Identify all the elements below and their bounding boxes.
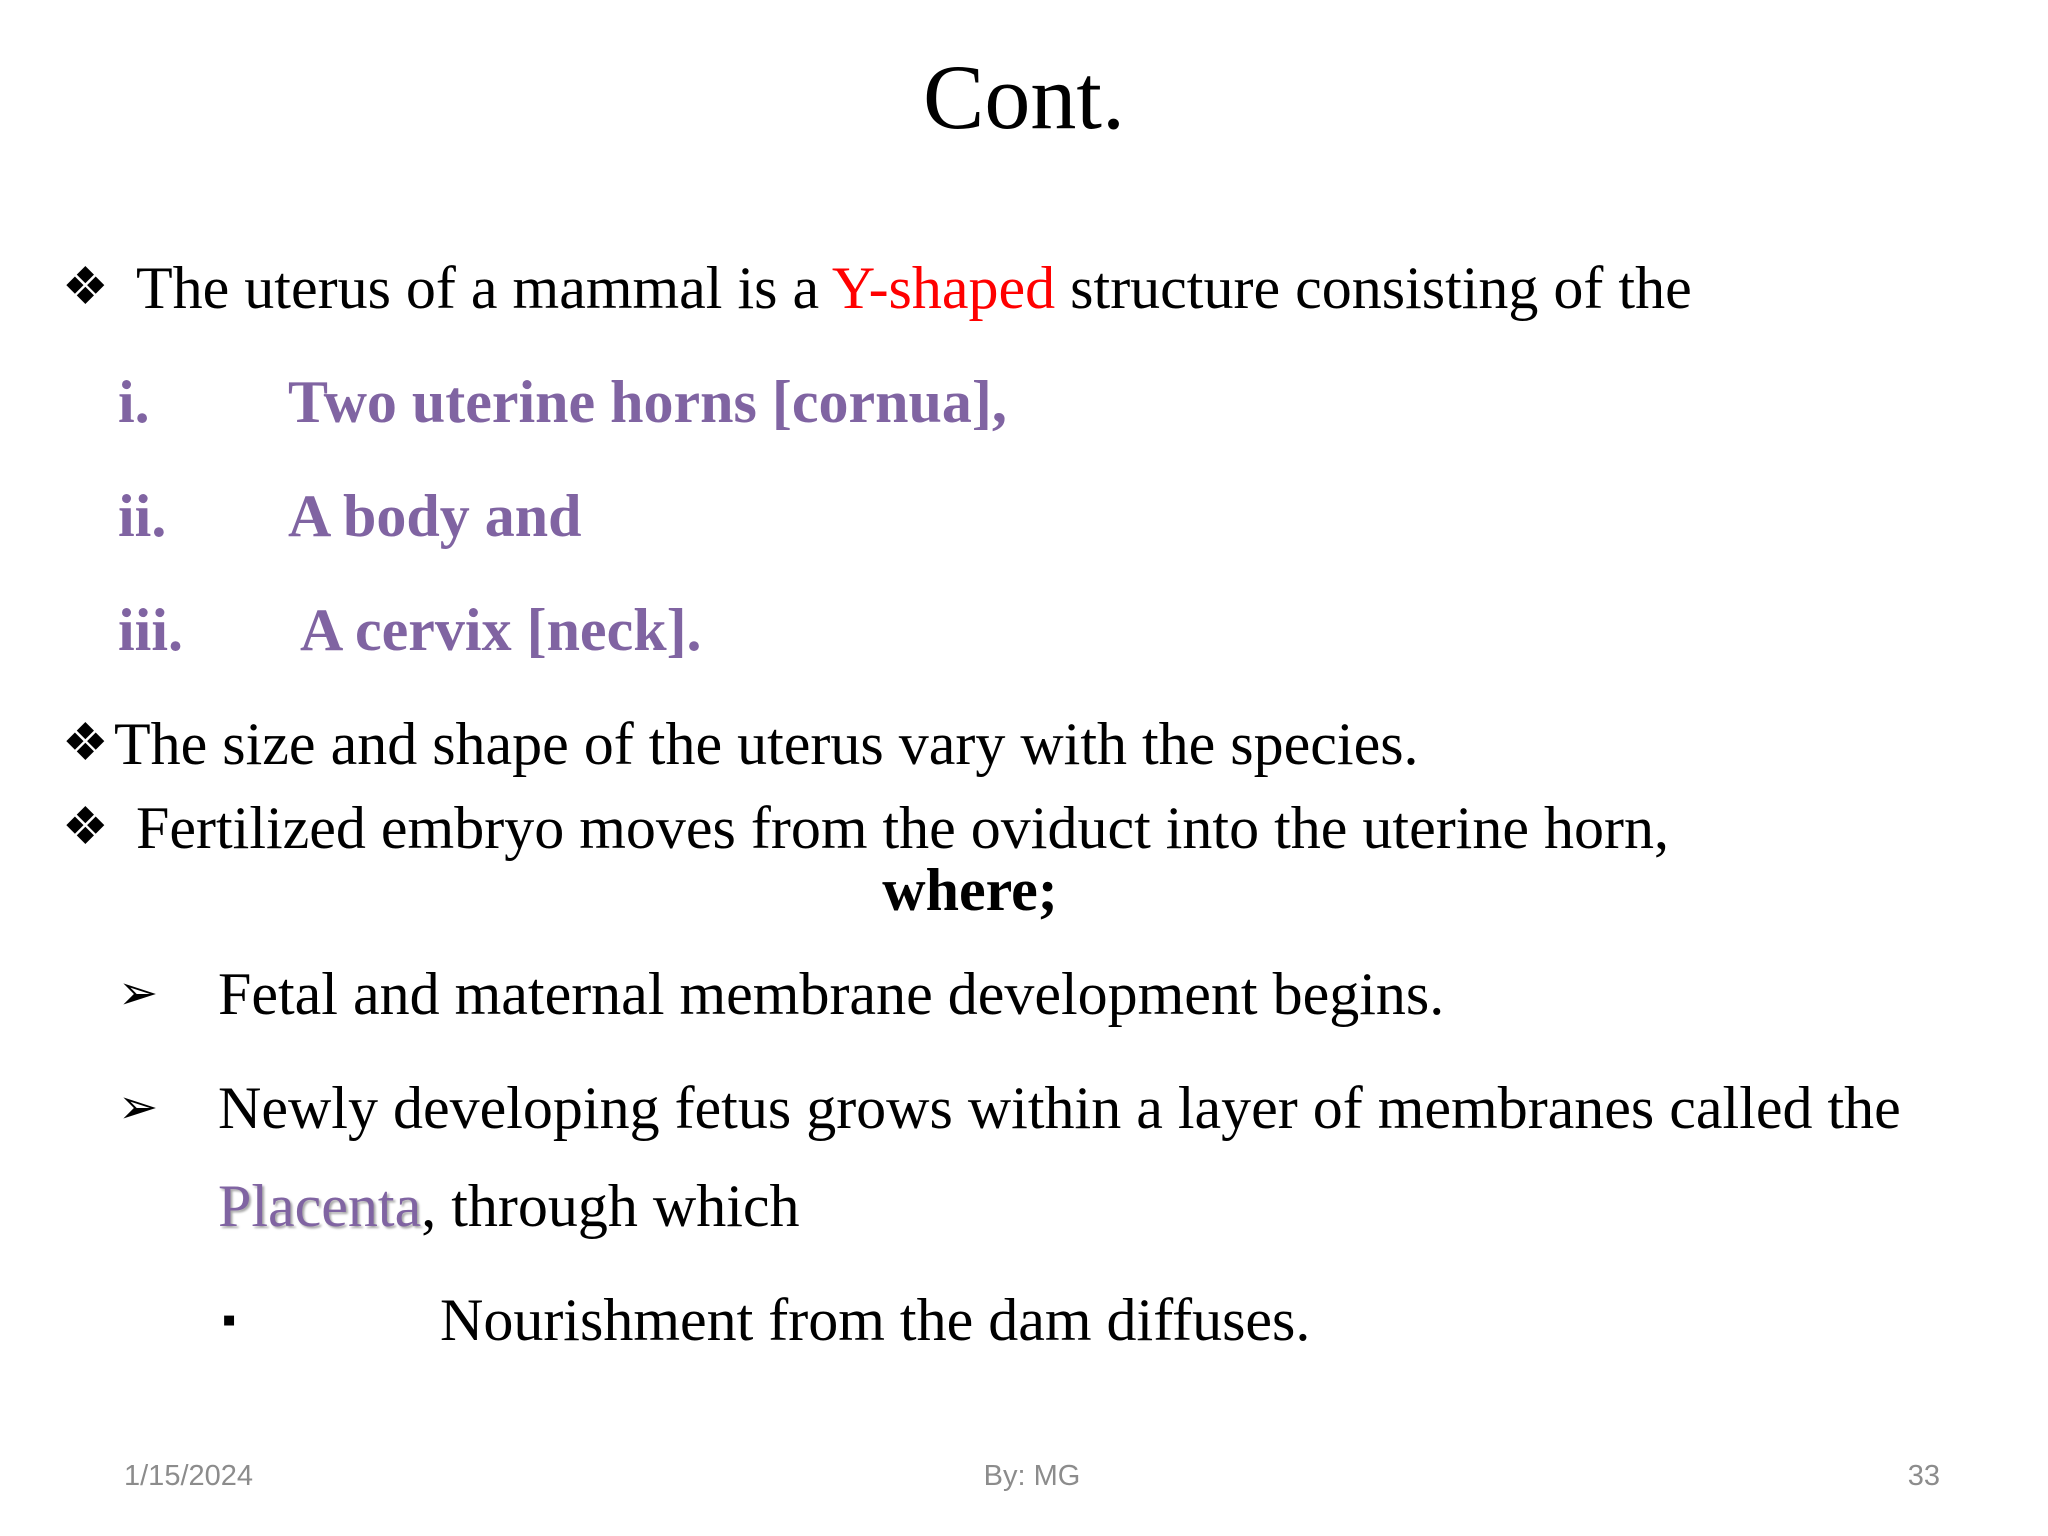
list-item bbox=[118, 480, 582, 552]
list-item bbox=[118, 594, 702, 666]
paragraph-text: The size and shape of the uterus vary with the species. bbox=[114, 711, 1419, 777]
paragraph-text: Fertilized embryo moves from the oviduct into the uterine horn, bbox=[136, 795, 1669, 861]
arrow-item-text: Newly developing fetus grows within a layer of membranes called the bbox=[218, 1075, 1901, 1141]
where-label: where; bbox=[882, 857, 1058, 923]
square-bullet-icon: ▪ bbox=[222, 1297, 237, 1342]
slide-title: Cont. bbox=[923, 46, 1125, 148]
footer-author: By: MG bbox=[983, 1460, 1081, 1492]
list-item-text: A body and bbox=[288, 483, 582, 549]
square-item-text: Nourishment from the dam diffuses. bbox=[440, 1287, 1311, 1353]
continuation-text: , through which bbox=[421, 1173, 800, 1239]
footer-date: 1/15/2024 bbox=[124, 1460, 254, 1492]
arrow-bullet-icon: ➢ bbox=[118, 1081, 159, 1134]
arrow-item-continuation bbox=[218, 1170, 800, 1242]
list-item bbox=[118, 366, 1007, 438]
arrow-item bbox=[118, 958, 1444, 1030]
diamond-bullet-icon: ❖ bbox=[62, 715, 109, 772]
list-number: i. bbox=[118, 369, 150, 435]
list-number: ii. bbox=[118, 483, 167, 549]
paragraph-text: The uterus of a mammal is a bbox=[136, 255, 832, 321]
arrow-bullet-icon: ➢ bbox=[118, 967, 159, 1020]
arrow-item-text: Fetal and maternal membrane development begins. bbox=[218, 961, 1445, 1027]
list-item-text: A cervix [neck]. bbox=[300, 597, 702, 663]
highlight-y-shaped: Y-shaped bbox=[831, 255, 1056, 321]
list-item-text: Two uterine horns [cornua], bbox=[288, 369, 1007, 435]
paragraph-text-end: structure consisting of the bbox=[1055, 255, 1692, 321]
diamond-bullet-icon: ❖ bbox=[62, 799, 109, 856]
footer-page-number: 33 bbox=[1907, 1460, 1940, 1492]
diamond-bullet-icon: ❖ bbox=[62, 259, 109, 316]
bullet-paragraph-uterus bbox=[62, 252, 1692, 324]
list-number: iii. bbox=[118, 597, 184, 663]
highlight-placenta: Placenta bbox=[218, 1173, 422, 1239]
square-item bbox=[222, 1284, 1310, 1356]
bullet-paragraph-size bbox=[62, 708, 1419, 780]
arrow-item bbox=[118, 1072, 1901, 1144]
